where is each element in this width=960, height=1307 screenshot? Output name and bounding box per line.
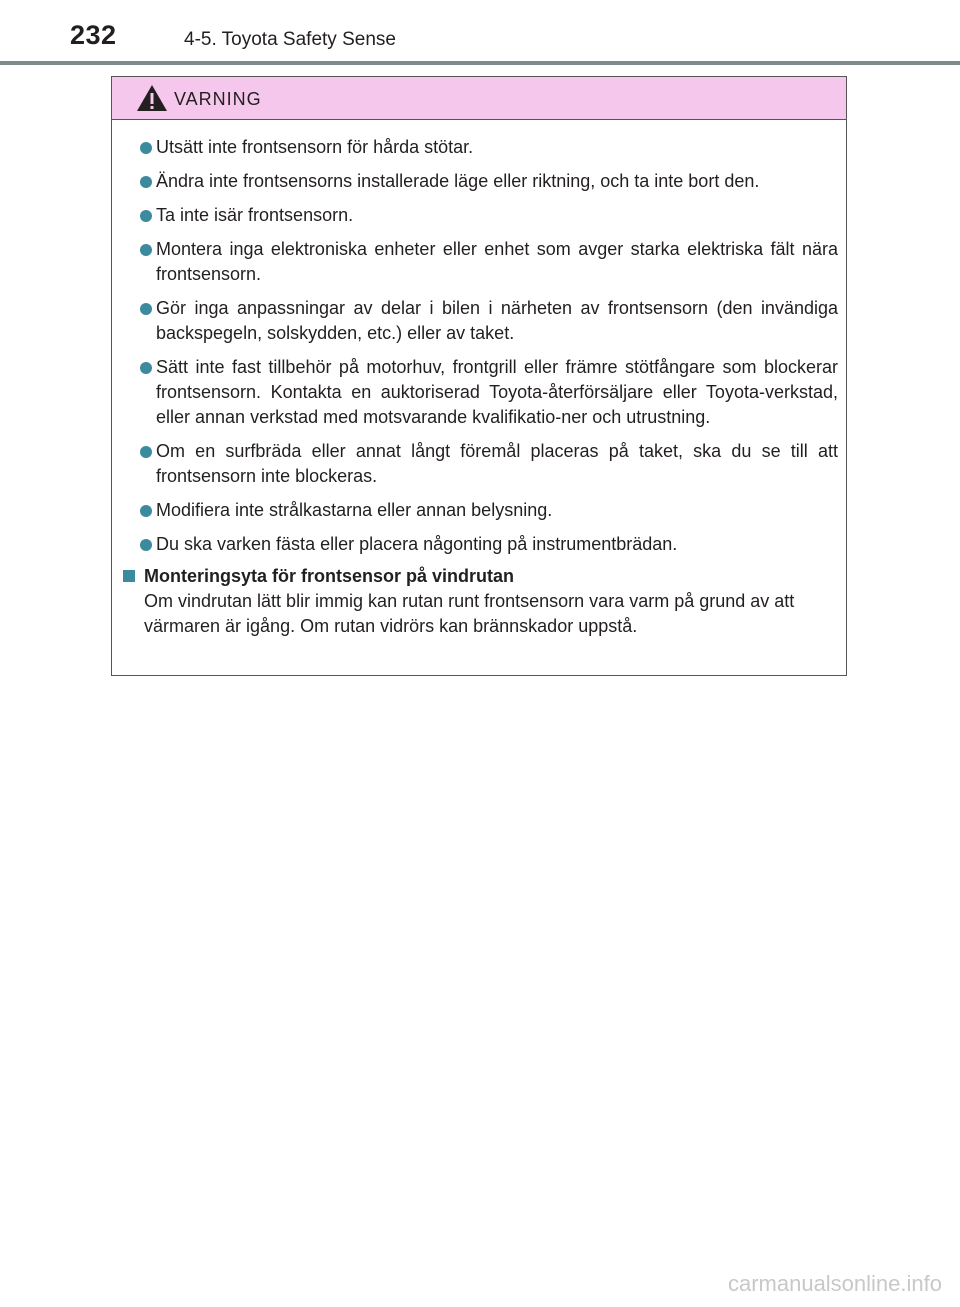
section-title: 4-5. Toyota Safety Sense xyxy=(184,29,396,50)
warning-item xyxy=(120,296,838,346)
page-header xyxy=(0,0,960,64)
warning-body xyxy=(112,120,846,639)
warning-item-text: Gör inga anpassningar av delar i bilen i närheten av frontsensorn (den invändiga backspegeln, solskydden, etc.) eller av taket. xyxy=(156,298,838,343)
warning-item-text: Utsätt inte frontsensorn för hårda stötar. xyxy=(156,137,474,157)
warning-item xyxy=(120,169,838,194)
subsection-text: Om vindrutan lätt blir immig kan rutan runt frontsensorn vara varm på grund av att värmaren är igång. Om rutan vidrörs kan brännskador uppstå. xyxy=(144,591,795,636)
bullet-icon xyxy=(140,210,152,222)
bullet-icon xyxy=(140,244,152,256)
bullet-icon xyxy=(140,142,152,154)
warning-item-text: Om en surfbräda eller annat långt föremål placeras på taket, ska du se till att frontsensorn inte blockeras. xyxy=(156,441,838,486)
warning-title: VARNING xyxy=(174,89,262,109)
warning-item-text: Ändra inte frontsensorns installerade läge eller riktning, och ta inte bort den. xyxy=(156,171,760,191)
watermark: carmanualsonline.info xyxy=(727,1271,942,1296)
warning-item xyxy=(120,237,838,287)
warning-item-text: Montera inga elektroniska enheter eller enhet som avger starka elektriska fält nära frontsensorn. xyxy=(156,239,838,284)
bullet-icon xyxy=(140,362,152,374)
warning-item-text: Du ska varken fästa eller placera någonting på instrumentbrädan. xyxy=(156,534,678,554)
square-bullet-icon xyxy=(123,570,135,582)
warning-triangle-icon xyxy=(136,84,168,112)
subsection-heading: Monteringsyta för frontsensor på vindrutan xyxy=(144,566,515,586)
bullet-icon xyxy=(140,176,152,188)
subsection xyxy=(120,564,838,639)
bullet-icon xyxy=(140,539,152,551)
warning-item-text: Modifiera inte strålkastarna eller annan belysning. xyxy=(156,500,553,520)
bullet-icon xyxy=(140,505,152,517)
warning-box xyxy=(111,76,847,676)
warning-item xyxy=(120,439,838,489)
warning-item xyxy=(120,135,838,160)
bullet-icon xyxy=(140,446,152,458)
header-divider xyxy=(0,61,960,65)
warning-item xyxy=(120,532,838,557)
warning-item xyxy=(120,498,838,523)
warning-item-text: Sätt inte fast tillbehör på motorhuv, frontgrill eller främre stötfångare som blockerar frontsensorn. Kontakta en auktoriserad Toyota-återförsäljare eller Toyota-verkstad, eller annan verkstad med motsvarande kvalifikatio-ner och utrustning. xyxy=(156,357,838,427)
warning-item-text: Ta inte isär frontsensorn. xyxy=(156,205,354,225)
bullet-icon xyxy=(140,303,152,315)
warning-header xyxy=(112,77,846,120)
warning-item xyxy=(120,203,838,228)
page-number: 232 xyxy=(70,20,117,50)
warning-item xyxy=(120,355,838,430)
